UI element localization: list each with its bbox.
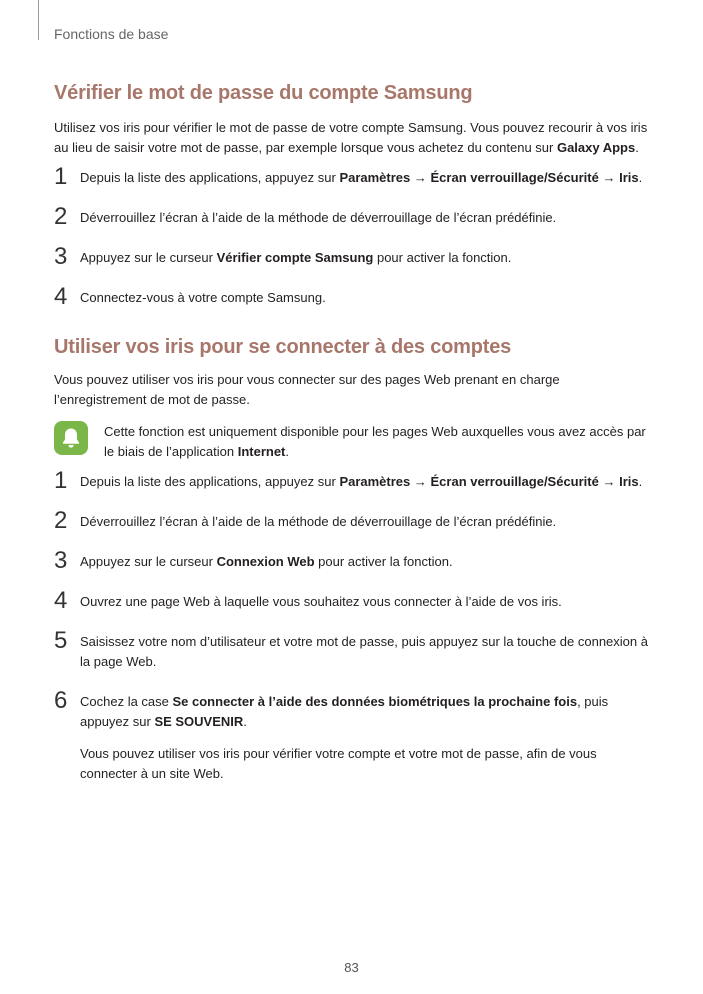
header-section: Fonctions de base	[54, 26, 169, 42]
step-text: .	[638, 170, 643, 185]
step-text: Appuyez sur le curseur	[80, 250, 217, 265]
step-number: 2	[54, 203, 68, 230]
step-item	[54, 163, 650, 190]
page-content	[54, 82, 650, 784]
step-number: 4	[54, 587, 68, 614]
section1-intro-end: .	[635, 140, 639, 155]
step-subtext: Vous pouvez utiliser vos iris pour vérifier votre compte et votre mot de passe, afin de vous connecter à un site Web.	[80, 746, 597, 781]
step-text: Appuyez sur le curseur	[80, 554, 217, 569]
step-item	[54, 547, 650, 574]
step-text: pour activer la fonction.	[373, 250, 512, 265]
step-bold: Paramètres	[339, 474, 411, 489]
step-bold: Iris	[619, 170, 639, 185]
notification-bell-icon	[54, 421, 88, 455]
section1-intro-bold: Galaxy Apps	[556, 140, 636, 155]
step-text: Ouvrez une page Web à laquelle vous souhaitez vous connecter à l’aide de vos iris.	[80, 594, 562, 609]
note-text: .	[285, 444, 289, 459]
step-text: Depuis la liste des applications, appuyez sur	[80, 474, 340, 489]
step-number: 1	[54, 163, 68, 190]
step-bold: Iris	[619, 474, 639, 489]
step-bold: Paramètres	[339, 170, 411, 185]
step-text: Déverrouillez l’écran à l’aide de la méthode de déverrouillage de l’écran prédéfinie.	[80, 210, 557, 225]
step-arrow: →	[598, 170, 620, 185]
step-item	[54, 243, 650, 270]
step-item	[54, 587, 650, 614]
section1-intro	[54, 118, 650, 158]
step-text: Saisissez votre nom d’utilisateur et votre mot de passe, puis appuyez sur la touche de connexion à la page Web.	[80, 634, 648, 669]
step-arrow: →	[410, 170, 431, 185]
section2-intro: Vous pouvez utiliser vos iris pour vous connecter sur des pages Web prenant en charge l’enregistrement de mot de passe.	[54, 372, 560, 407]
step-item	[54, 507, 650, 534]
section1-intro-text: Utilisez vos iris pour vérifier le mot de passe de votre compte Samsung. Vous pouvez recourir à vos iris au lieu de saisir votre mot de passe, par exemple lorsque vous achetez du contenu sur	[54, 120, 648, 155]
note-bold: Internet	[237, 444, 286, 459]
step-text: pour activer la fonction.	[314, 554, 453, 569]
section2-steps	[54, 467, 650, 784]
step-bold: Se connecter à l’aide des données biométriques la prochaine fois	[172, 694, 578, 709]
step-arrow: →	[410, 474, 431, 489]
step-number: 6	[54, 687, 68, 714]
note-box	[54, 422, 650, 462]
step-number: 3	[54, 243, 68, 270]
step-bold: Écran verrouillage/Sécurité	[430, 170, 599, 185]
step-item	[54, 283, 650, 310]
step-text: .	[638, 474, 643, 489]
header-rule	[38, 0, 39, 40]
step-text: Connectez-vous à votre compte Samsung.	[80, 290, 326, 305]
step-number: 1	[54, 467, 68, 494]
step-bold: Vérifier compte Samsung	[216, 250, 374, 265]
section2	[54, 336, 650, 784]
step-text: .	[243, 714, 247, 729]
step-item	[54, 627, 650, 672]
step-number: 2	[54, 507, 68, 534]
step-text: , puis appuyez sur	[80, 694, 609, 729]
step-text: Depuis la liste des applications, appuyez sur	[80, 170, 340, 185]
note-text: Cette fonction est uniquement disponible pour les pages Web auxquelles vous avez accès par le biais de l’application	[104, 424, 646, 459]
step-bold: Connexion Web	[216, 554, 315, 569]
step-bold: SE SOUVENIR	[154, 714, 244, 729]
section2-title: Utiliser vos iris pour se connecter à des comptes	[54, 336, 512, 358]
step-text: Déverrouillez l’écran à l’aide de la méthode de déverrouillage de l’écran prédéfinie.	[80, 514, 557, 529]
step-arrow: →	[598, 474, 620, 489]
step-number: 3	[54, 547, 68, 574]
step-item	[54, 687, 650, 784]
section1-title: Vérifier le mot de passe du compte Samsung	[54, 82, 473, 104]
section1-steps	[54, 163, 650, 310]
step-number: 5	[54, 627, 68, 654]
step-item	[54, 467, 650, 494]
step-number: 4	[54, 283, 68, 310]
step-item	[54, 203, 650, 230]
step-text: Cochez la case	[80, 694, 173, 709]
step-bold: Écran verrouillage/Sécurité	[430, 474, 599, 489]
page-number: 83	[344, 960, 359, 975]
